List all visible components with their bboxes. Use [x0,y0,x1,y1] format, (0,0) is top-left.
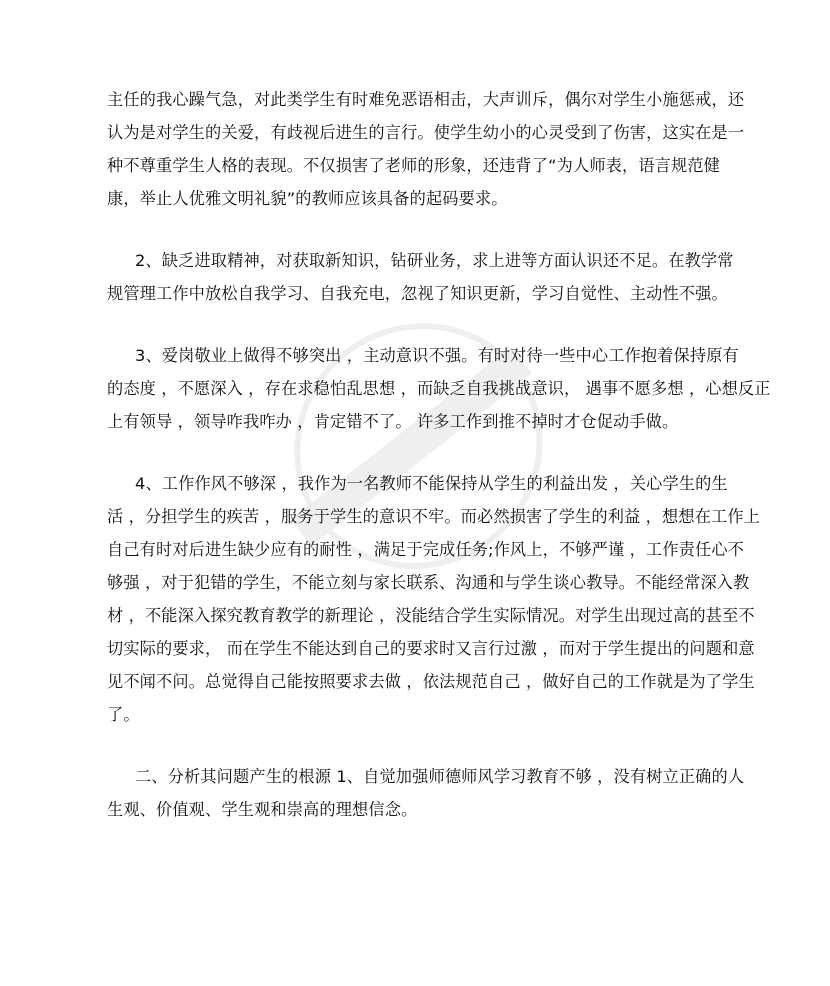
paragraph-4-line-5: 材 ，不能深入探究教育教学的新理论 ，没能结合学生实际情况。对学生出现过高的甚至不 [107,606,755,625]
paragraph-5-line-1: 二、分析其问题产生的根源 1、自觉加强师德师风学习教育不够 ，没有树立正确的人 [135,767,745,786]
paragraph-1-line-2: 认为是对学生的关爱，有歧视后进生的言行。使学生幼小的心灵受到了伤害，这实在是一 [107,123,745,142]
paragraph-4-line-7: 见不闻不问。总觉得自己能按照要求去做 ，依法规范自己 ，做好自己的工作就是为了学生 [107,672,755,691]
paragraph-3-line-1: 3、爱岗敬业上做得不够突出 ，主动意识不强。有时对待一些中心工作抱着保持原有 [135,346,739,365]
paragraph-5-line-2: 生观、价值观、学生观和崇高的理想信念。 [107,800,418,819]
paragraph-2-line-2: 规管理工作中放松自我学习、自我充电，忽视了知识更新，学习自觉性、主动性不强。 [107,284,728,303]
paragraph-4-line-6: 切实际的要求， 而在学生不能达到自己的要求时又言行过激 ，而对于学生提出的问题和意 [107,639,755,658]
paragraph-4-line-2: 活 ，分担学生的疾苦 ，服务于学生的意识不牢。而必然损害了学生的利益 ，想想在工作上 [107,507,761,526]
paragraph-4-line-4: 够强 ，对于犯错的学生，不能立刻与家长联系、沟通和与学生谈心教导。不能经常深入教 [107,573,750,592]
paragraph-4-line-3: 自己有时对后进生缺少应有的耐性 ，满足于完成任务;作风上，不够严谨 ，工作责任心不 [107,540,745,559]
paragraph-4-line-8: 了。 [107,705,140,724]
paragraph-1-line-1: 主任的我心躁气急，对此类学生有时难免恶语相击，大声训斥，偶尔对学生小施惩戒，还 [107,90,745,109]
paragraph-4-line-1: 4、工作作风不够深 ，我作为一名教师不能保持从学生的利益出发 ，关心学生的生 [135,474,728,493]
paragraph-2-line-1: 2、缺乏进取精神，对获取新知识，钻研业务，求上进等方面认识还不足。在教学常 [135,251,734,270]
paragraph-3-line-2: 的态度 ，不愿深入 ，存在求稳怕乱思想 ，而缺乏自我挑战意识， 遇事不愿多想 ，心想反正 [107,379,771,398]
paragraph-3-line-3: 上有领导 ，领导咋我咋办 ，肯定错不了。 许多工作到推不掉时才仓促动手做。 [107,412,679,431]
paragraph-1-line-3: 种不尊重学生人格的表现。不仅损害了老师的形象，还违背了“为人师表，语言规范健 [107,156,721,175]
paragraph-1-line-4: 康，举止人优雅文明礼貌”的教师应该具备的起码要求。 [107,189,508,208]
